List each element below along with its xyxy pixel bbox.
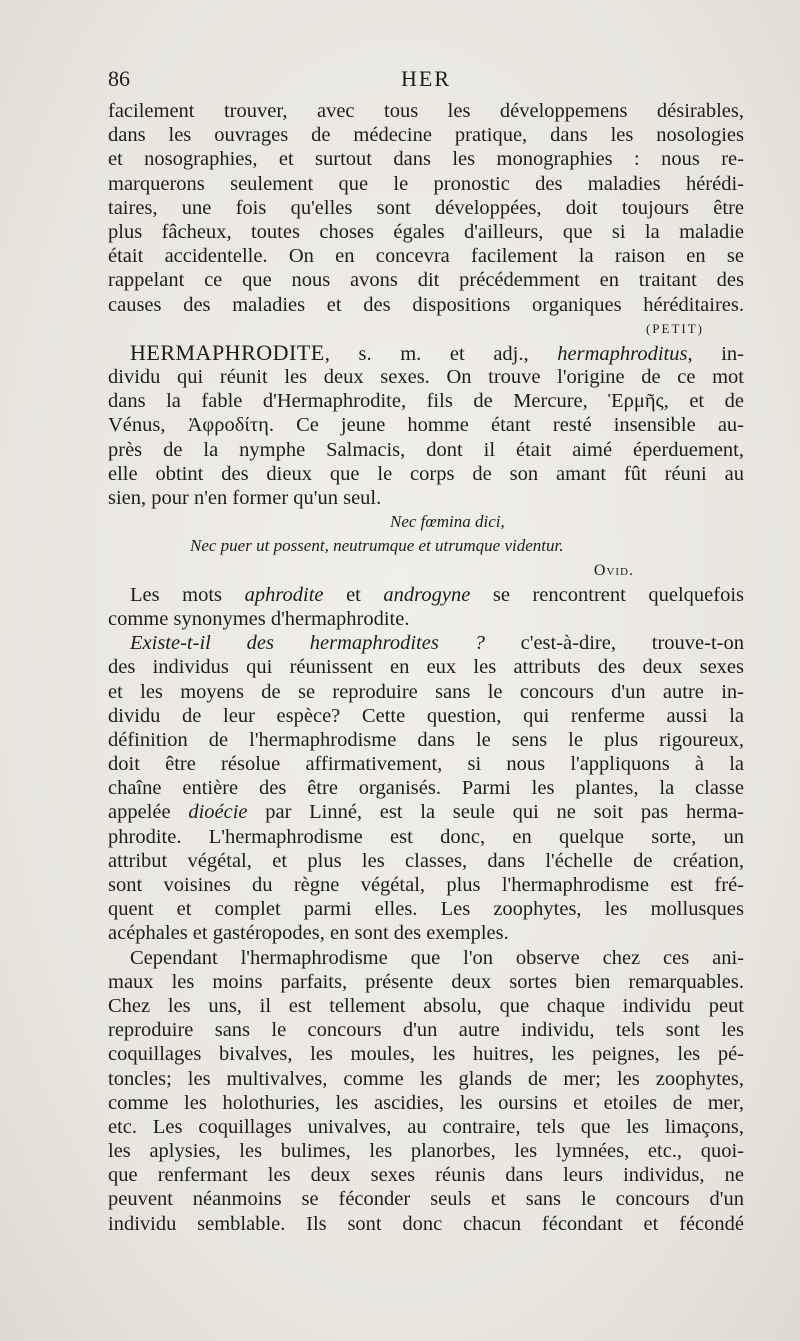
text-line: des individus qui réunissent en eux les attributs des deux sexes <box>108 656 744 679</box>
text-line: marquerons seulement que le pronostic des maladies hérédi- <box>108 172 744 195</box>
text-line: Cependant l'hermaphrodisme que l'on observe chez ces ani- <box>130 946 744 969</box>
text-line: définition de l'hermaphrodisme dans le sens le plus rigoureux, <box>108 728 744 751</box>
text-line: Les mots aphrodite et androgyne se rencontrent quelquefois <box>130 583 744 606</box>
text-line: dividu qui réunit les deux sexes. On trouve l'origine de ce mot <box>108 366 744 389</box>
text-line: peuvent néanmoins se féconder seuls et sans le concours d'un <box>108 1188 744 1211</box>
text-line: attribut végétal, et plus les classes, dans l'échelle de création, <box>108 849 744 872</box>
text-line: sien, pour n'en former qu'un seul. <box>108 487 382 509</box>
text-line: sont voisines du règne végétal, plus l'hermaphrodisme est fré- <box>108 874 744 896</box>
text-line: maux les moins parfaits, présente deux sortes bien remarquables. <box>108 970 744 993</box>
text-line: les aplysies, les bulimes, les planorbes, les lymnées, etc., quoi- <box>108 1140 744 1163</box>
text-line: taires, une fois qu'elles sont développées, doit toujours être <box>108 196 744 219</box>
text-line: plus fâcheux, toutes choses égales d'ailleurs, que si la maladie <box>108 220 744 243</box>
text-line: reproduire sans le concours d'un autre individu, tels sont les <box>108 1019 744 1042</box>
text-line: Existe-t-il des hermaphrodites ? c'est-à-dire, trouve-t-on <box>130 632 744 655</box>
text-line: dans la fable d'Hermaphrodite, fils de Mercure, Ἑρμῆς, et de <box>108 390 744 413</box>
text-line: Vénus, Ἀφροδίτη. Ce jeune homme étant resté insensible au- <box>108 414 744 437</box>
text-line: et les moyens de se reproduire sans le concours d'un autre in- <box>108 680 744 703</box>
text-line: dans les ouvrages de médecine pratique, dans les nosologies <box>108 124 744 147</box>
text-line: chaîne entière des être organisés. Parmi les plantes, la classe <box>108 777 744 800</box>
text-line: Chez les uns, il est tellement absolu, que chaque individu peut <box>108 994 744 1017</box>
author-signature: (PETIT) <box>645 320 704 336</box>
text-line: rappelant ce que nous avons dit précédemment en traitant des <box>108 269 744 292</box>
text-line: causes des maladies et des dispositions organiques héréditaires. <box>108 293 744 316</box>
text-line: individu semblable. Ils sont donc chacun fécondant et fécondé <box>108 1212 744 1235</box>
text-line: que renfermant les deux sexes réunis dans leurs individus, ne <box>108 1164 744 1187</box>
page-header <box>108 66 744 98</box>
text-line: comme les holothuries, les ascidies, les oursins et etoiles de mer, <box>108 1091 744 1114</box>
page-body <box>108 99 744 1236</box>
text-line: toncles; les multivalves, comme les glands de mer; les zoophytes, <box>108 1067 744 1090</box>
text-line: doit être résolue affirmativement, si nous l'appliquons à la <box>108 753 744 776</box>
text-line: acéphales et gastéropodes, en sont des exemples. <box>108 922 509 945</box>
entry-heading-line: HERMAPHRODITE, s. m. et adj., hermaphroditus, in- <box>130 340 744 365</box>
text-line: dividu de leur espèce? Cette question, qui renferme aussi la <box>108 704 744 727</box>
text-line: phrodite. L'hermaphrodisme est donc, en quelque sorte, un <box>108 825 744 848</box>
text-line: était accidentelle. On en concevra facilement la raison en se <box>108 245 744 268</box>
text-line: quent et complet parmi elles. Les zoophytes, les mollusques <box>108 898 744 921</box>
verse-attribution: Ovid. <box>593 561 634 579</box>
text-line: appelée dioécie par Linné, est la seule qui ne soit pas herma- <box>108 801 744 824</box>
text-line: etc. Les coquillages univalves, au contraire, tels que les limaçons, <box>108 1115 744 1138</box>
text-line: et nosographies, et surtout dans les monographies : nous re- <box>108 148 744 171</box>
page-number: 86 <box>108 66 130 91</box>
entry-headword: HERMAPHRODITE <box>130 340 325 365</box>
text-line: coquillages bivalves, les moules, les huitres, les peignes, les pé- <box>108 1043 744 1066</box>
text-line: elle obtint des dieux que le corps de son amant fût réuni au <box>108 462 744 485</box>
running-head: HER <box>401 66 451 91</box>
verse-line: Nec puer ut possent, neutrumque et utrumque videntur. <box>190 536 564 556</box>
text-line: comme synonymes d'hermaphrodite. <box>108 607 410 630</box>
verse-line: Nec fœmina dici, <box>390 512 505 532</box>
text-line: facilement trouver, avec tous les développemens désirables, <box>108 100 744 122</box>
text-line: près de la nymphe Salmacis, dont il était aimé éperduement, <box>108 438 744 461</box>
